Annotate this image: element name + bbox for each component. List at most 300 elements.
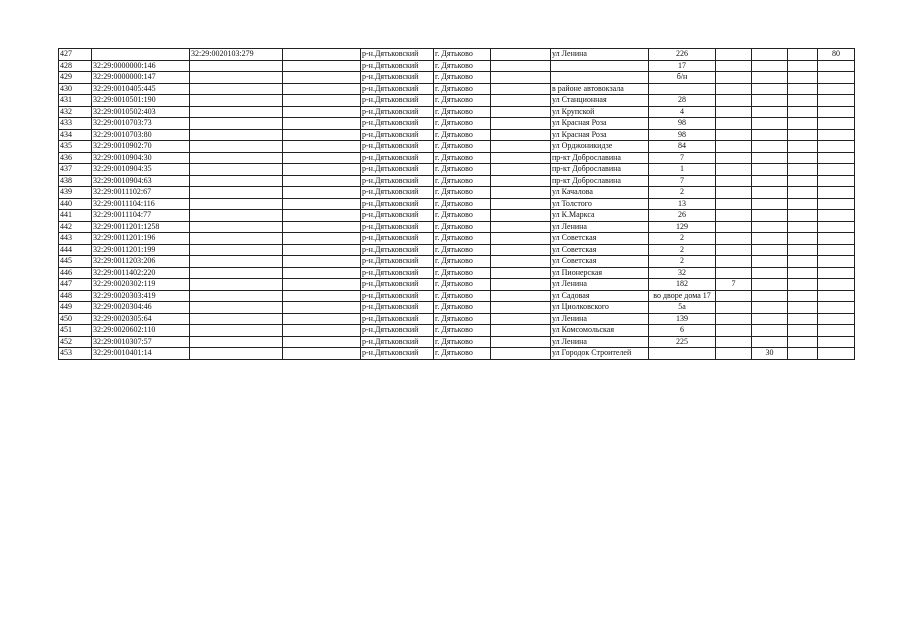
table-row: [59, 49, 855, 61]
table-cell: [818, 233, 855, 245]
table-cell: [788, 164, 818, 176]
table-cell: б/н: [649, 72, 716, 84]
table-cell: [716, 198, 752, 210]
table-row: [59, 175, 855, 187]
table-cell: [752, 187, 788, 199]
table-cell: 2: [649, 187, 716, 199]
table-cell: [491, 313, 551, 325]
table-cell: в районе автовокзала: [551, 83, 649, 95]
table-cell: ул Толстого: [551, 198, 649, 210]
table-cell: 32:29:0011203:206: [92, 256, 190, 268]
table-cell: [818, 348, 855, 360]
table-cell: [283, 95, 361, 107]
table-cell: [818, 244, 855, 256]
table-cell: [716, 141, 752, 153]
table-cell: [190, 267, 283, 279]
table-cell: [716, 83, 752, 95]
table-cell: [788, 152, 818, 164]
table-cell: [818, 290, 855, 302]
table-row: [59, 187, 855, 199]
table-cell: ул Пионерская: [551, 267, 649, 279]
table-cell: [752, 152, 788, 164]
table-cell: 32:29:0011201:1258: [92, 221, 190, 233]
table-cell: р-н.Дятьковский: [361, 175, 434, 187]
table-cell: 7: [649, 175, 716, 187]
table-cell: [788, 313, 818, 325]
table-row: [59, 267, 855, 279]
table-cell: [788, 267, 818, 279]
table-cell: [283, 72, 361, 84]
table-cell: [551, 60, 649, 72]
table-row: [59, 60, 855, 72]
table-cell: [190, 198, 283, 210]
table-cell: [752, 106, 788, 118]
table-cell: р-н.Дятьковский: [361, 118, 434, 130]
table-cell: [752, 129, 788, 141]
table-cell: [190, 302, 283, 314]
table-cell: [818, 141, 855, 153]
table-cell: 438: [59, 175, 92, 187]
table-cell: г. Дятьково: [434, 279, 491, 291]
table-cell: [788, 118, 818, 130]
table-cell: [752, 267, 788, 279]
table-cell: 443: [59, 233, 92, 245]
table-cell: р-н.Дятьковский: [361, 290, 434, 302]
table-cell: [752, 302, 788, 314]
table-cell: 444: [59, 244, 92, 256]
table-cell: г. Дятьково: [434, 267, 491, 279]
table-cell: [190, 118, 283, 130]
table-cell: 430: [59, 83, 92, 95]
table-cell: 225: [649, 336, 716, 348]
table-cell: 7: [649, 152, 716, 164]
table-cell: [190, 313, 283, 325]
table-cell: [491, 290, 551, 302]
table-cell: 226: [649, 49, 716, 61]
table-cell: [190, 187, 283, 199]
table-cell: [283, 256, 361, 268]
table-cell: г. Дятьково: [434, 256, 491, 268]
table-cell: [818, 60, 855, 72]
table-row: [59, 244, 855, 256]
table-cell: р-н.Дятьковский: [361, 187, 434, 199]
table-cell: [283, 279, 361, 291]
table-cell: 436: [59, 152, 92, 164]
table-cell: 434: [59, 129, 92, 141]
table-cell: [190, 233, 283, 245]
table-cell: 429: [59, 72, 92, 84]
table-cell: [716, 187, 752, 199]
table-cell: [788, 198, 818, 210]
table-cell: ул Качалова: [551, 187, 649, 199]
table-cell: [818, 129, 855, 141]
table-cell: р-н.Дятьковский: [361, 336, 434, 348]
table-cell: [283, 325, 361, 337]
table-cell: [190, 336, 283, 348]
table-cell: 452: [59, 336, 92, 348]
table-cell: 32:29:0010703:80: [92, 129, 190, 141]
table-cell: [752, 221, 788, 233]
table-cell: [491, 325, 551, 337]
table-cell: г. Дятьково: [434, 129, 491, 141]
table-cell: [92, 49, 190, 61]
table-cell: [716, 152, 752, 164]
table-cell: ул Крупской: [551, 106, 649, 118]
table-cell: [716, 175, 752, 187]
table-cell: [818, 279, 855, 291]
table-cell: 13: [649, 198, 716, 210]
table-row: [59, 210, 855, 222]
table-cell: [788, 210, 818, 222]
table-cell: р-н.Дятьковский: [361, 95, 434, 107]
table-cell: [190, 152, 283, 164]
table-cell: [716, 325, 752, 337]
table-cell: 5а: [649, 302, 716, 314]
table-cell: [491, 221, 551, 233]
table-cell: [190, 290, 283, 302]
table-cell: 450: [59, 313, 92, 325]
table-cell: 2: [649, 233, 716, 245]
table-cell: р-н.Дятьковский: [361, 256, 434, 268]
table-cell: р-н.Дятьковский: [361, 72, 434, 84]
table-cell: 447: [59, 279, 92, 291]
table-cell: [716, 336, 752, 348]
table-cell: [788, 129, 818, 141]
table-cell: [491, 129, 551, 141]
table-cell: [752, 198, 788, 210]
table-cell: ул Ленина: [551, 313, 649, 325]
table-cell: [283, 198, 361, 210]
table-cell: 7: [716, 279, 752, 291]
table-cell: [788, 336, 818, 348]
table-cell: 32:29:0020302:119: [92, 279, 190, 291]
table-cell: [716, 267, 752, 279]
table-cell: ул К.Маркса: [551, 210, 649, 222]
table-cell: [716, 233, 752, 245]
table-cell: р-н.Дятьковский: [361, 348, 434, 360]
table-cell: [190, 256, 283, 268]
table-cell: [491, 256, 551, 268]
table-cell: г. Дятьково: [434, 187, 491, 199]
table-cell: [190, 141, 283, 153]
table-cell: [283, 244, 361, 256]
table-cell: [190, 325, 283, 337]
table-cell: ул Ленина: [551, 279, 649, 291]
table-row: [59, 348, 855, 360]
table-cell: пр-кт Доброславина: [551, 175, 649, 187]
table-cell: г. Дятьково: [434, 141, 491, 153]
table-cell: [491, 152, 551, 164]
table-cell: [491, 83, 551, 95]
table-cell: 84: [649, 141, 716, 153]
table-cell: [818, 83, 855, 95]
table-cell: ул Орджоникидзе: [551, 141, 649, 153]
table-cell: [283, 152, 361, 164]
table-cell: 32:29:0020303:419: [92, 290, 190, 302]
registry-body: [59, 49, 855, 360]
table-cell: [716, 49, 752, 61]
table-cell: [788, 348, 818, 360]
table-cell: [491, 60, 551, 72]
table-cell: [283, 129, 361, 141]
table-cell: [283, 118, 361, 130]
table-row: [59, 336, 855, 348]
table-cell: [752, 118, 788, 130]
table-cell: [283, 221, 361, 233]
table-row: [59, 129, 855, 141]
table-cell: 432: [59, 106, 92, 118]
table-row: [59, 221, 855, 233]
table-cell: 17: [649, 60, 716, 72]
table-cell: [190, 221, 283, 233]
table-cell: [491, 106, 551, 118]
table-cell: [283, 336, 361, 348]
table-cell: [491, 279, 551, 291]
table-cell: р-н.Дятьковский: [361, 267, 434, 279]
table-cell: [491, 187, 551, 199]
table-row: [59, 152, 855, 164]
table-cell: 129: [649, 221, 716, 233]
table-cell: [818, 187, 855, 199]
table-cell: ул Советская: [551, 233, 649, 245]
table-cell: [788, 325, 818, 337]
table-cell: ул Садовая: [551, 290, 649, 302]
table-cell: ул Комсомольская: [551, 325, 649, 337]
table-row: [59, 141, 855, 153]
table-cell: [283, 106, 361, 118]
table-cell: [818, 198, 855, 210]
table-row: [59, 164, 855, 176]
table-cell: г. Дятьково: [434, 72, 491, 84]
table-cell: 431: [59, 95, 92, 107]
table-row: [59, 95, 855, 107]
table-cell: 439: [59, 187, 92, 199]
table-cell: [818, 175, 855, 187]
table-cell: [788, 106, 818, 118]
table-cell: [491, 141, 551, 153]
table-row: [59, 198, 855, 210]
table-cell: р-н.Дятьковский: [361, 164, 434, 176]
table-cell: 32:29:0020304:46: [92, 302, 190, 314]
table-cell: [190, 164, 283, 176]
table-cell: 451: [59, 325, 92, 337]
table-row: [59, 83, 855, 95]
table-cell: 32:29:0011201:199: [92, 244, 190, 256]
table-cell: [752, 175, 788, 187]
table-cell: [283, 267, 361, 279]
table-cell: [491, 302, 551, 314]
table-cell: [491, 49, 551, 61]
table-cell: [716, 348, 752, 360]
table-cell: г. Дятьково: [434, 49, 491, 61]
table-cell: 32:29:0020305:64: [92, 313, 190, 325]
table-cell: [818, 221, 855, 233]
table-row: [59, 106, 855, 118]
table-cell: 32:29:0010401:14: [92, 348, 190, 360]
table-row: [59, 313, 855, 325]
table-cell: 32:29:0010703:73: [92, 118, 190, 130]
table-cell: г. Дятьково: [434, 210, 491, 222]
table-cell: [818, 336, 855, 348]
table-cell: [818, 152, 855, 164]
table-cell: 32:29:0011104:116: [92, 198, 190, 210]
table-cell: [788, 72, 818, 84]
table-cell: [752, 210, 788, 222]
table-cell: [491, 233, 551, 245]
table-cell: [716, 210, 752, 222]
table-cell: ул Советская: [551, 256, 649, 268]
table-cell: [752, 313, 788, 325]
table-cell: г. Дятьково: [434, 152, 491, 164]
table-cell: [190, 210, 283, 222]
table-cell: 448: [59, 290, 92, 302]
table-cell: р-н.Дятьковский: [361, 279, 434, 291]
table-cell: 437: [59, 164, 92, 176]
table-cell: [716, 60, 752, 72]
table-cell: г. Дятьково: [434, 164, 491, 176]
table-cell: [551, 72, 649, 84]
table-cell: р-н.Дятьковский: [361, 302, 434, 314]
table-cell: [788, 221, 818, 233]
table-cell: ул Ленина: [551, 49, 649, 61]
table-cell: [283, 313, 361, 325]
table-cell: р-н.Дятьковский: [361, 152, 434, 164]
table-cell: [818, 302, 855, 314]
table-cell: [752, 256, 788, 268]
table-cell: [752, 164, 788, 176]
table-cell: 32:29:0010502:403: [92, 106, 190, 118]
table-cell: 433: [59, 118, 92, 130]
table-cell: [283, 348, 361, 360]
table-cell: [190, 72, 283, 84]
table-cell: г. Дятьково: [434, 336, 491, 348]
table-cell: [788, 49, 818, 61]
table-cell: [752, 49, 788, 61]
table-cell: [752, 95, 788, 107]
table-row: [59, 256, 855, 268]
table-cell: [752, 279, 788, 291]
table-cell: 139: [649, 313, 716, 325]
table-row: [59, 279, 855, 291]
table-cell: [752, 141, 788, 153]
table-cell: р-н.Дятьковский: [361, 129, 434, 141]
table-cell: 32:29:0010904:30: [92, 152, 190, 164]
table-cell: 446: [59, 267, 92, 279]
table-cell: [491, 164, 551, 176]
table-cell: [788, 141, 818, 153]
table-cell: [491, 348, 551, 360]
table-cell: [190, 244, 283, 256]
table-cell: 98: [649, 118, 716, 130]
table-cell: 32:29:0011402:220: [92, 267, 190, 279]
table-cell: [788, 279, 818, 291]
table-cell: 32:29:0010902:70: [92, 141, 190, 153]
table-cell: г. Дятьково: [434, 83, 491, 95]
table-row: [59, 290, 855, 302]
table-cell: [752, 60, 788, 72]
table-cell: [788, 60, 818, 72]
table-cell: 30: [752, 348, 788, 360]
table-cell: 182: [649, 279, 716, 291]
table-cell: [491, 244, 551, 256]
table-cell: [752, 244, 788, 256]
table-cell: 32:29:0010501:190: [92, 95, 190, 107]
table-cell: [788, 95, 818, 107]
table-cell: р-н.Дятьковский: [361, 244, 434, 256]
table-cell: [491, 95, 551, 107]
table-cell: ул Красная Роза: [551, 118, 649, 130]
table-cell: р-н.Дятьковский: [361, 198, 434, 210]
table-cell: [283, 187, 361, 199]
table-row: [59, 302, 855, 314]
table-cell: [283, 233, 361, 245]
table-cell: 2: [649, 256, 716, 268]
table-cell: 80: [818, 49, 855, 61]
table-cell: р-н.Дятьковский: [361, 106, 434, 118]
table-cell: [788, 290, 818, 302]
table-cell: [491, 210, 551, 222]
table-cell: 32:29:0011102:67: [92, 187, 190, 199]
table-cell: [788, 83, 818, 95]
table-cell: [818, 95, 855, 107]
table-cell: [788, 302, 818, 314]
table-cell: [716, 221, 752, 233]
table-cell: ул Станционная: [551, 95, 649, 107]
table-cell: [716, 290, 752, 302]
table-cell: р-н.Дятьковский: [361, 313, 434, 325]
table-cell: р-н.Дятьковский: [361, 210, 434, 222]
table-cell: [716, 72, 752, 84]
table-cell: [818, 256, 855, 268]
table-cell: 435: [59, 141, 92, 153]
table-cell: [190, 83, 283, 95]
table-cell: г. Дятьково: [434, 106, 491, 118]
table-cell: [283, 141, 361, 153]
table-cell: [190, 348, 283, 360]
table-cell: [716, 313, 752, 325]
table-row: [59, 233, 855, 245]
table-cell: [818, 267, 855, 279]
table-cell: ул Советская: [551, 244, 649, 256]
table-row: [59, 118, 855, 130]
table-cell: г. Дятьково: [434, 175, 491, 187]
table-cell: [190, 60, 283, 72]
table-cell: [283, 60, 361, 72]
table-cell: [283, 175, 361, 187]
table-cell: г. Дятьково: [434, 348, 491, 360]
table-cell: [491, 267, 551, 279]
table-cell: 453: [59, 348, 92, 360]
table-cell: во дворе дома 17: [649, 290, 716, 302]
table-cell: 32:29:0020602:110: [92, 325, 190, 337]
table-cell: [788, 244, 818, 256]
table-cell: г. Дятьково: [434, 244, 491, 256]
table-cell: г. Дятьково: [434, 198, 491, 210]
table-cell: ул Красная Роза: [551, 129, 649, 141]
table-cell: [716, 129, 752, 141]
table-cell: 441: [59, 210, 92, 222]
table-cell: [283, 210, 361, 222]
table-cell: [716, 256, 752, 268]
table-cell: 26: [649, 210, 716, 222]
table-cell: 32: [649, 267, 716, 279]
table-cell: г. Дятьково: [434, 325, 491, 337]
table-cell: г. Дятьково: [434, 60, 491, 72]
table-cell: 28: [649, 95, 716, 107]
table-cell: [283, 302, 361, 314]
table-cell: [752, 325, 788, 337]
table-cell: [788, 175, 818, 187]
